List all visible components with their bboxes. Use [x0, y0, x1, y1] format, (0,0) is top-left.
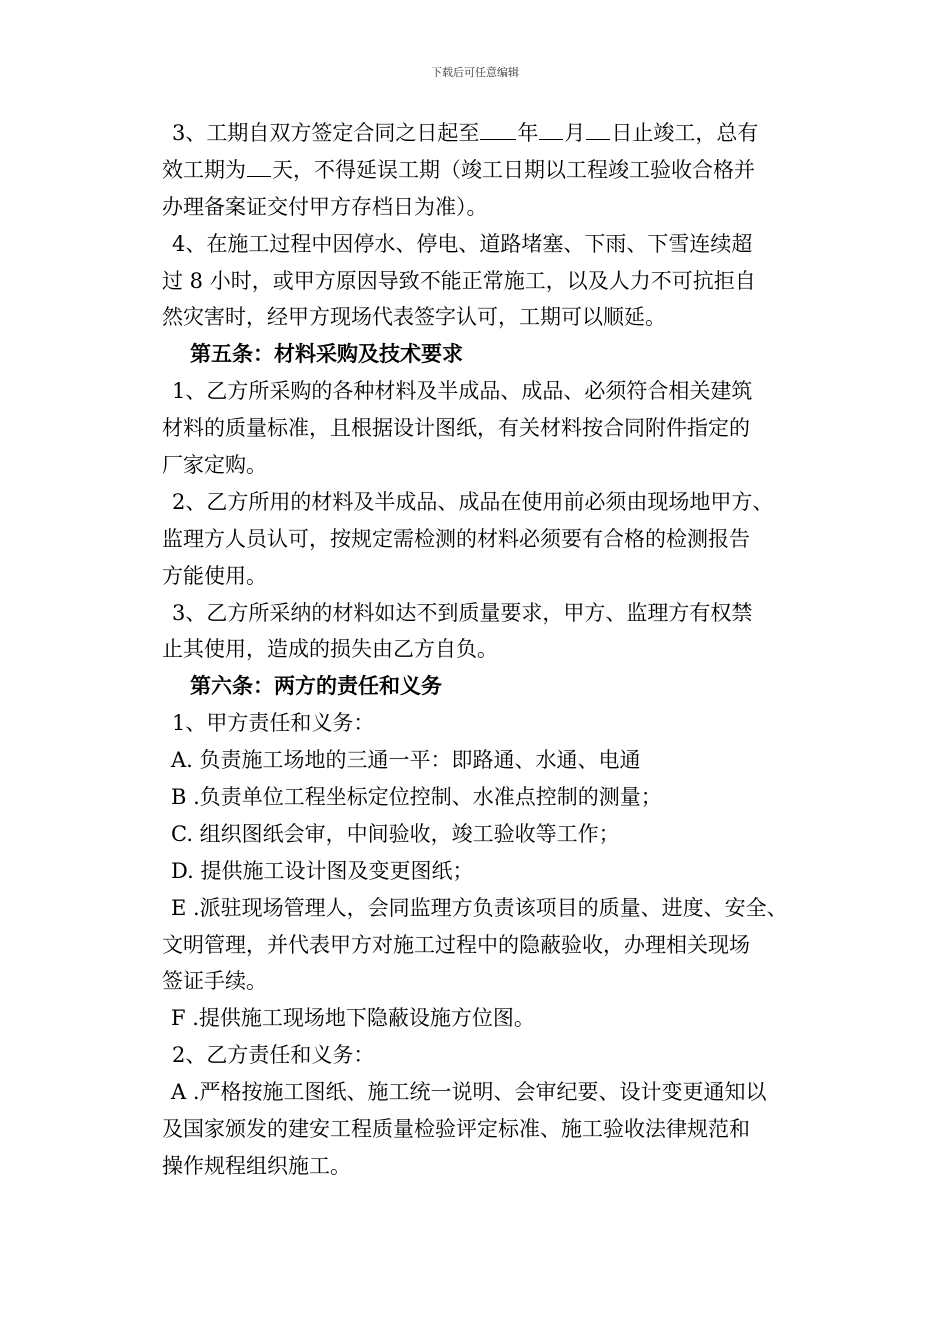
party-a-item-c: C. 组织图纸会审，中间验收，竣工验收等工作；	[171, 821, 620, 846]
party-a-item-a: A. 负责施工场地的三通一平：即路通、水通、电通	[171, 748, 641, 773]
party-b-item-a-line3: 操作规程组织施工。	[162, 1153, 351, 1178]
duration-text: 天，不得延误工期（竣工日期以工程竣工验收合格并	[272, 157, 755, 182]
party-b-item-a-line2: 及国家颁发的建安工程质量检验评定标准、施工验收法律规范和	[162, 1117, 750, 1142]
year-label: 年	[517, 121, 539, 145]
clause5-heading: 第五条：材料采购及技术要求	[190, 341, 463, 367]
clause5-item1-line2: 材料的质量标准，且根据设计图纸，有关材料按合同附件指定的	[162, 416, 750, 441]
clause5-item2-line3: 方能使用。	[162, 563, 267, 588]
clause4-item4-line1: 4、在施工过程中因停水、停电、道路堵塞、下雨、下雪连续超	[172, 231, 753, 256]
clause5-item2-line2: 监理方人员认可，按规定需检测的材料必须要有合格的检测报告	[162, 526, 750, 551]
clause5-item3-line1: 3、乙方所采纳的材料如达不到质量要求，甲方、监理方有权禁	[172, 600, 753, 625]
month-label: 月	[564, 121, 586, 145]
clause4-item3-line2	[162, 152, 822, 189]
party-a-title: 1、甲方责任和义务：	[172, 711, 375, 736]
clause4-item3-line3: 办理备案证交付甲方存档日为准）。	[162, 194, 488, 219]
item3-text-part1: 3、工期自双方签定合同之日起至	[172, 121, 480, 145]
clause5-item2-line1: 2、乙方所用的材料及半成品、成品在使用前必须由现场地甲方、	[172, 489, 774, 514]
party-a-item-d: D. 提供施工设计图及变更图纸；	[171, 858, 474, 883]
party-a-item-f: F .提供施工现场地下隐蔽设施方位图。	[171, 1006, 535, 1031]
document-body	[162, 115, 822, 1185]
party-b-item-a-line1: A .严格按施工图纸、施工统一说明、会审纪要、设计变更通知以	[171, 1080, 767, 1105]
page-header: 下载后可任意编辑	[431, 66, 519, 79]
duration-blank[interactable]	[247, 154, 271, 177]
clause6-heading: 第六条：两方的责任和义务	[190, 673, 442, 699]
party-a-item-e-line1: E .派驻现场管理人，会同监理方负责该项目的质量、进度、安全、	[171, 895, 788, 920]
item3-text-part2: 日止竣工，总有	[611, 121, 759, 145]
party-b-title: 2、乙方责任和义务：	[172, 1043, 375, 1068]
day-blank[interactable]	[586, 117, 610, 140]
clause5-item3-line2: 止其使用，造成的损失由乙方自负。	[162, 637, 498, 662]
party-a-item-e-line2: 文明管理，并代表甲方对施工过程中的隐蔽验收，办理相关现场	[162, 932, 750, 957]
clause4-item4-line3: 然灾害时，经甲方现场代表签字认可，工期可以顺延。	[162, 305, 666, 330]
party-a-item-b: B .负责单位工程坐标定位控制、水准点控制的测量；	[171, 785, 662, 810]
clause5-item1-line3: 厂家定购。	[162, 453, 267, 478]
clause4-item4-line2: 过 8 小时，或甲方原因导致不能正常施工，以及人力不可抗拒自	[162, 268, 756, 293]
month-blank[interactable]	[539, 117, 563, 140]
party-a-item-e-line3: 签证手续。	[162, 969, 267, 994]
clause5-item1-line1: 1、乙方所采购的各种材料及半成品、成品、必须符合相关建筑	[172, 379, 753, 404]
clause4-item3-line1	[162, 115, 822, 152]
duration-label: 效工期为	[162, 157, 246, 182]
year-blank[interactable]	[480, 117, 516, 140]
